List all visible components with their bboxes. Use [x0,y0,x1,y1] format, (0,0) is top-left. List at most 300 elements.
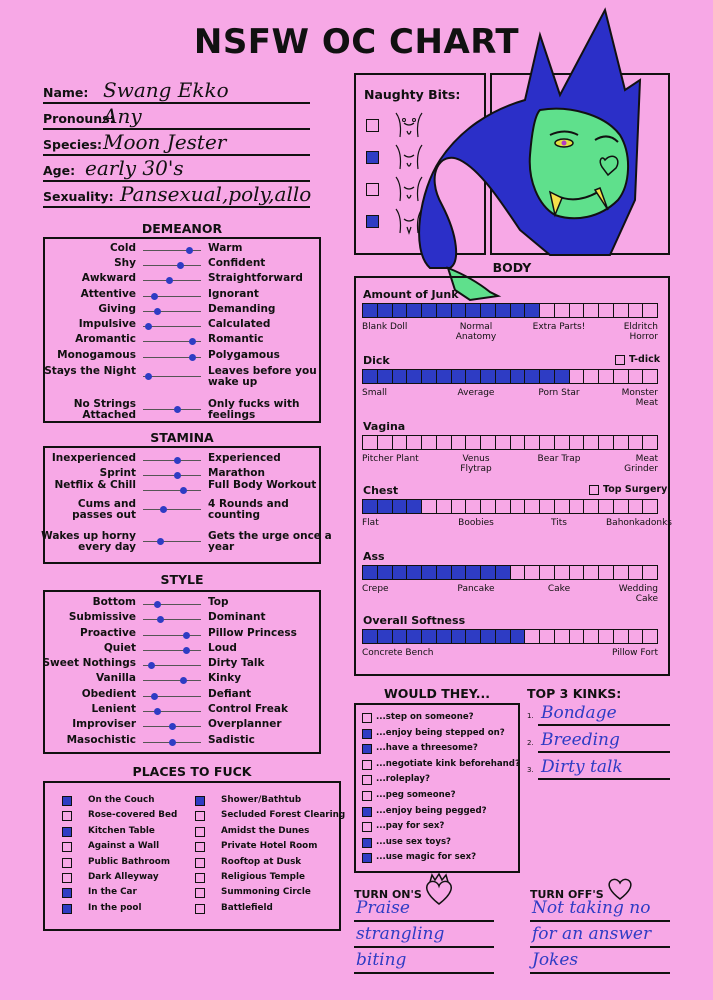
body-scale-segment [452,566,467,579]
slider-marker[interactable] [174,457,181,464]
slider-left-label: Netflix & Chill [54,479,136,491]
slider-row [41,689,321,704]
info-row [43,156,310,182]
list-item[interactable]: biting [356,950,407,970]
place-checkbox[interactable] [62,827,72,837]
body-scale-bar[interactable] [362,629,658,644]
slider-marker[interactable] [151,693,158,700]
body-scale-segment [555,436,570,449]
body-scale-label: Meat Grinder [624,454,658,474]
slider-row [41,258,321,273]
slider-marker[interactable] [160,506,167,513]
body-scale-segment [599,370,614,383]
would-they-label: ...step on someone? [376,712,474,722]
slider-right-label: 4 Rounds and counting [208,498,289,522]
slider-row [41,334,321,349]
body-scale-name: Ass [363,550,385,563]
body-scale-segment [481,370,496,383]
place-checkbox[interactable] [195,888,205,898]
body-scale-segment [555,304,570,317]
body-scale-segment [407,630,422,643]
stamina-title: STAMINA [150,430,214,445]
would-they-checkbox[interactable] [362,822,372,832]
body-scale-segment [422,566,437,579]
slider-track [143,541,201,542]
body-scale-segment [525,304,540,317]
body-scale-segment [643,566,657,579]
body-scale-segment [378,630,393,643]
slider-right-label: Kinky [208,672,242,684]
body-extra-checkbox[interactable] [589,485,599,495]
place-label: Rose-covered Bed [88,810,178,821]
body-scale-segment [481,436,496,449]
slider-row [41,319,321,334]
slider-right-label: Experienced [208,452,281,464]
slider-row [41,289,321,304]
body-scale-segment [540,566,555,579]
place-checkbox[interactable] [62,904,72,914]
body-scale-segment [570,566,585,579]
info-value[interactable]: Swang Ekko [103,78,229,102]
slider-row [41,658,321,673]
place-checkbox[interactable] [62,888,72,898]
body-scale-segment [393,630,408,643]
body-scale-label: Porn Star [538,388,580,398]
body-scale-segment [481,566,496,579]
body-scale-segment [496,370,511,383]
slider-row [41,453,321,468]
slider-marker[interactable] [174,406,181,413]
info-value[interactable]: Any [103,104,142,128]
info-value[interactable]: Moon Jester [103,130,227,154]
body-scale-name: Vagina [363,420,406,433]
list-item[interactable]: Jokes [532,950,579,970]
slider-marker[interactable] [174,472,181,479]
slider-marker[interactable] [189,338,196,345]
slider-left-label: Proactive [80,627,136,639]
body-scale-segment [540,500,555,513]
body-scale-segment [466,436,481,449]
body-scale-segment [481,630,496,643]
list-underline [354,972,494,974]
place-checkbox[interactable] [62,858,72,868]
body-scale-bar[interactable] [362,499,658,514]
kink-underline [538,751,670,753]
body-scale-segment [378,500,393,513]
body-scale-segment [525,500,540,513]
body-scale-name: Dick [363,354,390,367]
place-checkbox[interactable] [195,904,205,914]
slider-marker[interactable] [183,647,190,654]
slider-right-label: Romantic [208,333,264,345]
body-scale-segment [643,304,657,317]
body-scale-segment [496,304,511,317]
body-scale-segment [422,630,437,643]
slider-left-label: Cums and passes out [72,498,136,522]
body-scale-segment [570,436,585,449]
slider-right-label: Dominant [208,611,266,623]
place-checkbox[interactable] [195,811,205,821]
slider-row [41,735,321,750]
slider-right-label: Loud [208,642,237,654]
body-scale-segment [437,630,452,643]
would-they-checkbox[interactable] [362,775,372,785]
body-scale-segment [614,370,629,383]
place-label: Against a Wall [88,841,160,852]
slider-track [143,711,201,712]
body-scale-segment [629,500,644,513]
would-they-label: ...negotiate kink beforehand? [376,758,520,769]
place-checkbox[interactable] [62,873,72,883]
place-label: On the Couch [88,795,155,805]
body-scale-segment [614,436,629,449]
slider-left-label: Cold [109,242,136,254]
slider-marker[interactable] [169,723,176,730]
body-scale-label: Small [362,388,387,398]
body-extra-label: T-dick [629,354,661,365]
kink-value[interactable]: Dirty talk [541,757,623,777]
would-they-title: WOULD THEY... [383,686,490,701]
body-scale-segment [466,370,481,383]
body-scale-label: Eldritch Horror [623,322,658,342]
slider-marker[interactable] [183,632,190,639]
slider-left-label: Sprint [99,467,136,479]
body-scale-segment [378,566,393,579]
slider-marker[interactable] [169,739,176,746]
would-they-label: ...have a threesome? [376,743,478,754]
body-scale-segment [511,500,526,513]
slider-right-label: Warm [208,242,243,254]
info-value[interactable]: Pansexual,poly,allo [120,182,312,206]
place-label: Public Bathroom [88,856,171,867]
body-scale-segment [525,436,540,449]
body-scale-label: Blank Doll [362,322,408,332]
turn-offs-title: TURN OFF'S [530,888,604,901]
slider-right-label: Dirty Talk [208,657,265,669]
slider-right-label: Only fucks with feelings [208,398,300,422]
body-scale-segment [363,436,378,449]
list-underline [354,946,494,948]
body-scale-segment [525,630,540,643]
body-scale-segment [570,630,585,643]
slider-right-label: Ignorant [208,288,259,300]
slider-left-label: Obedient [81,688,136,700]
body-scale-label: Pitcher Plant [362,454,419,464]
body-scale-label: Monster Meat [621,388,658,408]
body-scale-segment [570,304,585,317]
slider-left-label: Masochistic [66,734,136,746]
slider-track [143,475,201,476]
slider-left-label: Wakes up horny every day [41,530,136,554]
body-scale-segment [629,304,644,317]
body-scale-segment [555,500,570,513]
would-they-checkbox[interactable] [362,760,372,770]
slider-track [143,490,201,491]
list-item[interactable]: strangling [356,924,445,944]
place-label: Dark Alleyway [88,872,159,882]
slider-marker[interactable] [180,677,187,684]
list-item[interactable]: Praise [356,898,410,918]
body-extra-label: Top Surgery [603,484,668,495]
body-scale-segment [437,500,452,513]
body-scale-segment [584,566,599,579]
would-they-checkbox[interactable] [362,729,372,739]
slider-row [41,719,321,734]
place-label: In the Car [88,887,137,898]
body-scale-segment [540,436,555,449]
body-scale-segment [481,304,496,317]
body-scale-segment [629,566,644,579]
body-title: BODY [492,260,532,275]
body-scale-segment [496,436,511,449]
kink-number: 2. [527,739,534,747]
naughty-bits-title: Naughty Bits: [364,87,461,102]
would-they-label: ...peg someone? [376,790,456,800]
slider-row [41,530,332,554]
would-they-checkbox[interactable] [362,791,372,801]
body-scale-segment [511,630,526,643]
body-scale-segment [584,500,599,513]
place-label: Amidst the Dunes [221,825,310,836]
body-scale-segment [452,436,467,449]
slider-track [143,509,201,510]
body-scale-segment [407,436,422,449]
info-key: Age: [43,163,76,178]
place-checkbox[interactable] [62,811,72,821]
slider-track [143,680,201,681]
body-scale-label: Bahonkadonks [606,518,672,528]
place-label: Battlefield [221,902,273,913]
slider-right-label: Overplanner [208,718,282,730]
slider-left-label: Vanilla [96,672,136,684]
kink-value[interactable]: Breeding [541,730,620,750]
slider-marker[interactable] [145,323,152,330]
body-scale-name: Overall Softness [363,614,466,627]
body-scale-segment [437,566,452,579]
slider-marker[interactable] [151,293,158,300]
slider-row [41,398,321,422]
body-scale-segment [393,566,408,579]
body-scale-segment [437,304,452,317]
body-scale-segment [363,304,378,317]
would-they-checkbox[interactable] [362,838,372,848]
place-checkbox[interactable] [195,796,205,806]
slider-left-label: Stays the Night [44,365,136,377]
body-scale-segment [422,436,437,449]
body-scale-name: Chest [363,484,399,497]
slider-right-label: Full Body Workout [208,479,317,491]
info-row [43,182,310,208]
slider-left-label: Aromantic [75,333,136,345]
body-scale-segment [570,370,585,383]
body-scale-bar[interactable] [362,369,658,384]
body-scale-segment [393,436,408,449]
body-scale-segment [629,370,644,383]
slider-marker[interactable] [154,308,161,315]
place-checkbox[interactable] [195,873,205,883]
slider-right-label: Top [208,596,229,608]
body-scale-segment [496,500,511,513]
slider-marker[interactable] [148,662,155,669]
body-scale-segment [643,436,657,449]
body-scale-segment [599,566,614,579]
slider-right-label: Marathon [208,467,265,479]
slider-marker[interactable] [186,247,193,254]
body-scale-segment [599,630,614,643]
body-scale-label: Bear Trap [537,454,581,464]
place-checkbox[interactable] [62,796,72,806]
slider-row [41,704,321,719]
body-scale-segment [452,500,467,513]
slider-marker[interactable] [189,354,196,361]
would-they-checkbox[interactable] [362,853,372,863]
info-key: Sexuality: [43,189,114,204]
slider-track [143,311,201,312]
would-they-label: ...roleplay? [376,774,430,785]
body-scale-bar[interactable] [362,303,658,318]
slider-right-label: Leaves before you wake up [208,365,317,389]
kinks-title: TOP 3 KINKS: [527,686,622,701]
would-they-label: ...enjoy being pegged? [376,805,487,816]
slider-right-label: Gets the urge once a year [208,530,332,554]
body-scale-bar[interactable] [362,435,658,450]
would-they-label: ...pay for sex? [376,821,445,832]
slider-track [143,650,201,651]
would-they-label: ...use magic for sex? [376,852,477,863]
slider-right-label: Polygamous [208,349,280,361]
slider-track [143,604,201,605]
info-value[interactable]: early 30's [85,156,184,180]
slider-marker[interactable] [154,601,161,608]
slider-marker[interactable] [154,708,161,715]
body-scale-segment [614,304,629,317]
place-checkbox[interactable] [62,842,72,852]
body-scale-segment [555,370,570,383]
list-item[interactable]: Not taking no [532,898,651,918]
slider-marker[interactable] [157,616,164,623]
body-extra-checkbox[interactable] [615,355,625,365]
body-scale-segment [584,630,599,643]
slider-left-label: Impulsive [78,318,136,330]
slider-row [41,273,321,288]
slider-left-label: Giving [98,303,136,315]
slider-marker[interactable] [180,487,187,494]
place-checkbox[interactable] [195,827,205,837]
slider-marker[interactable] [166,277,173,284]
body-scale-segment [393,370,408,383]
slider-left-label: Inexperienced [51,452,136,464]
body-scale-segment [452,630,467,643]
would-they-checkbox[interactable] [362,713,372,723]
body-scale-label: Tits [551,518,567,528]
place-label: Rooftop at Dusk [221,856,302,867]
slider-right-label: Sadistic [208,734,255,746]
body-scale-label: Wedding Cake [618,584,658,604]
places-title: PLACES TO FUCK [132,764,252,779]
body-scale-segment [540,630,555,643]
slider-left-label: Improviser [72,718,136,730]
body-scale-segment [437,370,452,383]
body-scale-segment [511,370,526,383]
turn-ons-title: TURN ON'S [354,888,422,901]
body-scale-segment [466,304,481,317]
info-key: Species: [43,137,103,152]
would-they-label: ...use sex toys? [376,836,452,847]
body-scale-segment [407,566,422,579]
body-scale-label: Venus Flytrap [460,454,492,474]
slider-track [143,619,201,620]
would-they-checkbox[interactable] [362,744,372,754]
body-scale-label: Flat [362,518,379,528]
slider-left-label: Lenient [91,703,136,715]
body-scale-label: Crepe [362,584,389,594]
slider-row [41,304,321,319]
would-they-label: ...enjoy being stepped on? [376,727,505,738]
body-scale-label: Pillow Fort [611,648,658,658]
body-scale-segment [643,630,657,643]
slider-marker[interactable] [145,373,152,380]
body-scale-segment [466,630,481,643]
slider-right-label: Demanding [208,303,276,315]
kink-value[interactable]: Bondage [541,703,617,723]
info-row [43,104,310,130]
body-scale-segment [511,304,526,317]
slider-left-label: Quiet [103,642,136,654]
slider-left-label: No Strings Attached [73,398,136,422]
slider-row [41,365,321,389]
slider-row [41,628,321,643]
body-scale-segment [525,566,540,579]
would-they-checkbox[interactable] [362,807,372,817]
place-label: Summoning Circle [221,887,311,898]
body-scale-segment [393,500,408,513]
slider-left-label: Submissive [68,611,136,623]
body-scale-label: Boobies [458,518,494,528]
list-item[interactable]: for an answer [532,924,652,944]
place-checkbox[interactable] [195,842,205,852]
slider-track [143,265,201,266]
slider-left-label: Bottom [92,596,136,608]
slider-row [41,243,321,258]
body-scale-segment [363,370,378,383]
body-scale-label: Extra Parts! [532,322,586,332]
body-scale-segment [643,500,657,513]
body-scale-segment [496,566,511,579]
body-scale-segment [599,304,614,317]
place-label: Shower/Bathtub [221,795,302,805]
slider-left-label: Attentive [80,288,136,300]
body-scale-bar[interactable] [362,565,658,580]
body-scale-segment [481,500,496,513]
style-title: STYLE [160,572,204,587]
slider-row [41,498,321,522]
body-scale-segment [555,566,570,579]
body-scale-segment [363,500,378,513]
place-checkbox[interactable] [195,858,205,868]
body-scale-segment [643,370,657,383]
body-scale-segment [629,630,644,643]
body-scale-segment [614,630,629,643]
slider-marker[interactable] [157,538,164,545]
body-scale-segment [511,436,526,449]
body-scale-segment [363,566,378,579]
body-scale-segment [584,370,599,383]
body-scale-segment [540,304,555,317]
heart-flame-icon [422,872,456,908]
body-scale-segment [584,436,599,449]
slider-marker[interactable] [177,262,184,269]
body-scale-segment [466,566,481,579]
